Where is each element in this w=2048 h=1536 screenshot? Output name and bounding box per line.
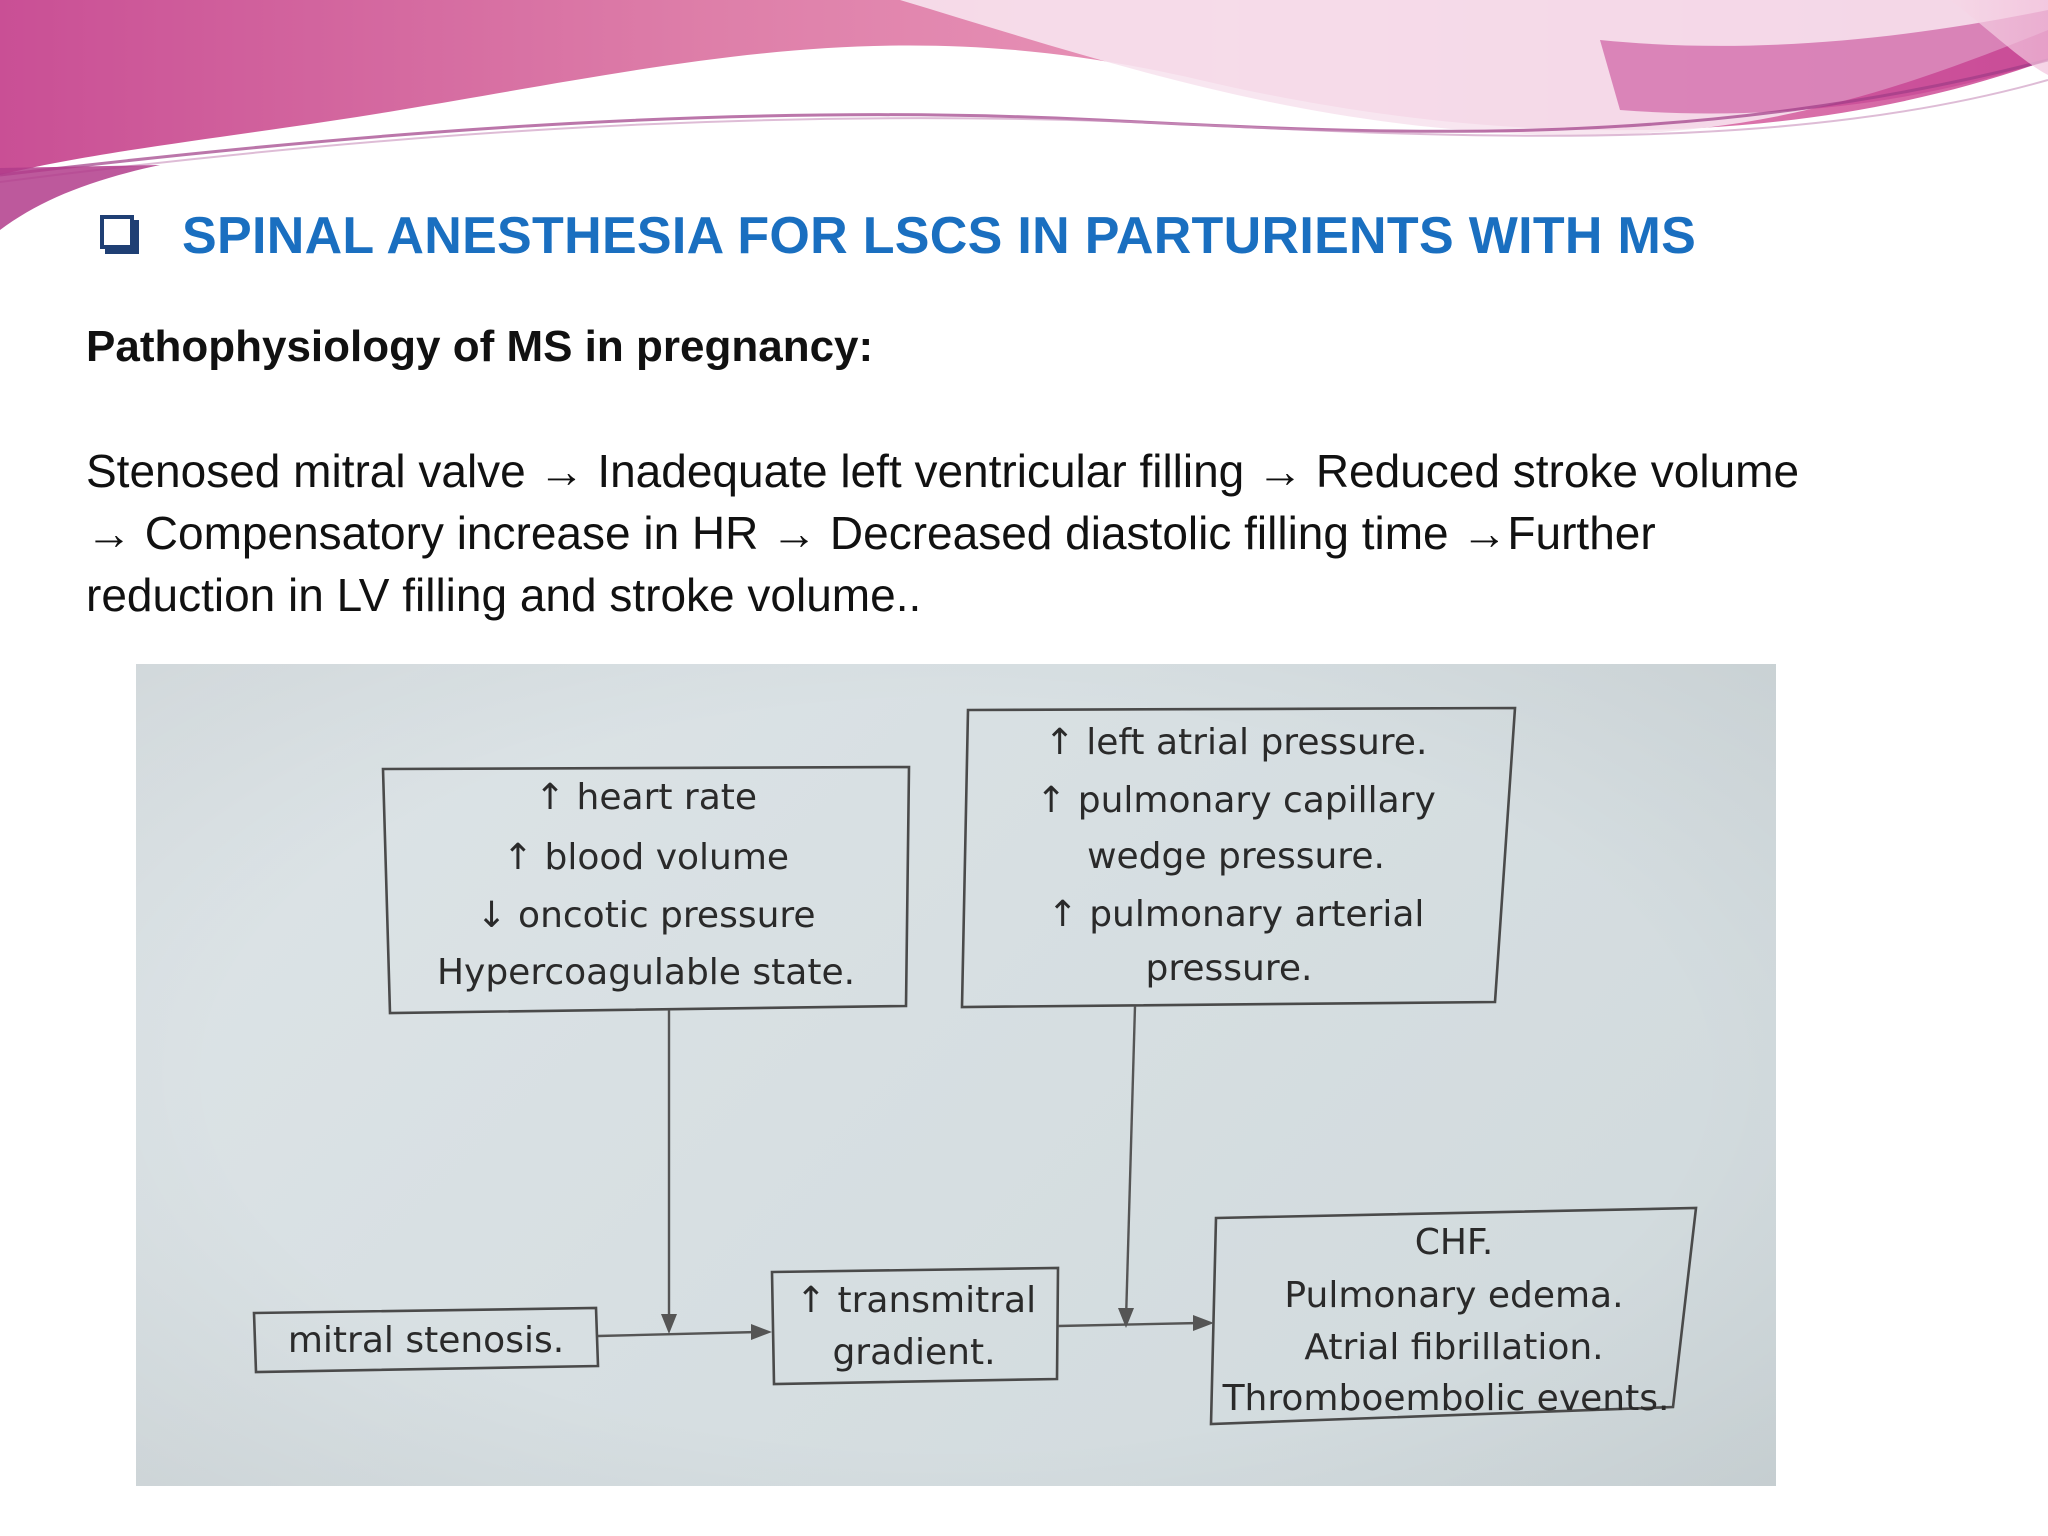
pressure-item: ↑ left atrial pressure.: [1044, 722, 1428, 763]
outcome-item: Pulmonary edema.: [1284, 1275, 1624, 1316]
pregnancy-change-item: ↑ blood volume: [502, 837, 790, 878]
transmitral-gradient-label: ↑ transmitral: [795, 1280, 1037, 1321]
slide-title: SPINAL ANESTHESIA FOR LSCS IN PARTURIENTS WITH MS: [182, 207, 1697, 265]
transmitral-gradient-label: gradient.: [832, 1332, 996, 1373]
pregnancy-change-item: ↓ oncotic pressure: [476, 895, 816, 936]
flowchart-diagram: [136, 664, 1776, 1486]
outcome-item: CHF.: [1414, 1222, 1494, 1263]
slide-subtitle: Pathophysiology of MS in pregnancy:: [86, 322, 874, 371]
body-line: reduction in LV filling and stroke volume..: [86, 569, 922, 621]
body-paragraph: [86, 440, 2026, 626]
pressure-item: pressure.: [1145, 948, 1313, 989]
body-line: Stenosed mitral valve → Inadequate left ventricular filling → Reduced stroke volume: [86, 445, 1800, 497]
title-row: [100, 196, 1696, 276]
pressure-item: ↑ pulmonary capillary: [1036, 780, 1436, 821]
body-line: → Compensatory increase in HR → Decreased diastolic filling time →Further: [86, 507, 1656, 559]
pregnancy-change-item: Hypercoagulable state.: [436, 952, 856, 993]
outcome-item: Thromboembolic events.: [1222, 1378, 1670, 1419]
pressure-item: wedge pressure.: [1087, 836, 1385, 877]
pressure-item: ↑ pulmonary arterial: [1047, 894, 1425, 935]
flowchart-photo: [136, 664, 1776, 1486]
checkbox-bullet-icon: [100, 215, 134, 249]
pregnancy-change-item: ↑ heart rate: [534, 777, 758, 818]
mitral-stenosis-label: mitral stenosis.: [287, 1320, 565, 1361]
outcome-item: Atrial fibrillation.: [1304, 1327, 1604, 1368]
